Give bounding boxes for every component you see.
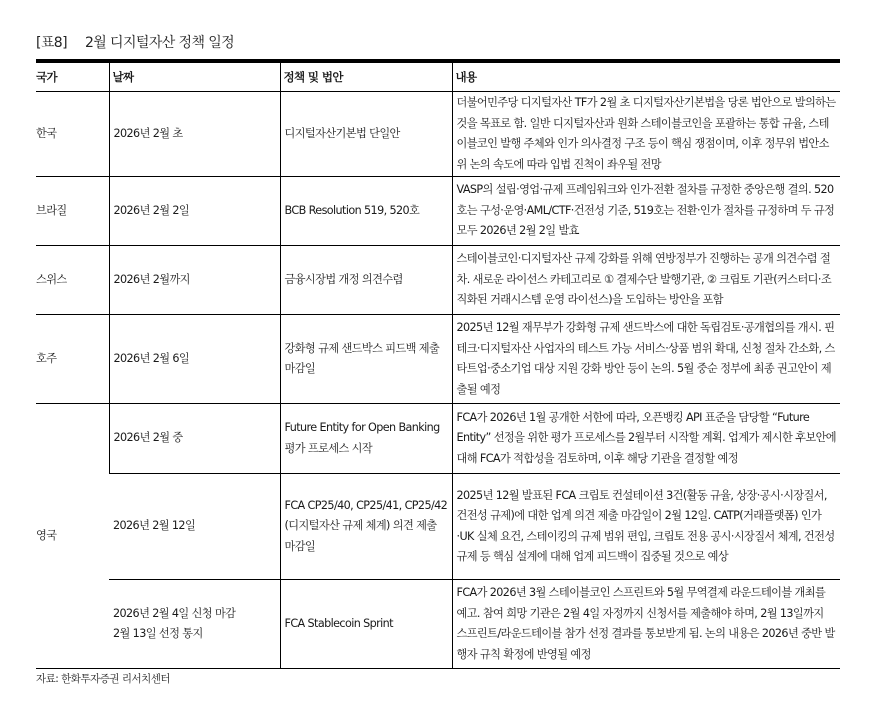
- country-cell: 한국: [36, 92, 109, 177]
- table-number: [표8]: [36, 35, 67, 51]
- date-cell: 2026년 2월 초: [109, 92, 280, 177]
- policy-cell: 디지털자산기본법 단일안: [280, 92, 452, 177]
- date-cell: 2026년 2월 12일: [109, 474, 280, 580]
- content-cell: VASP의 설립·영업·규제 프레임워크와 인가·전환 절차를 규정한 중앙은행 결의. 520호는 구성·운영·AML/CTF·건전성 기준, 519호는 전환·인가 절차를 규정하며 두 규정 모두 2026년 2월 2일 발효: [452, 177, 840, 246]
- date-cell: [109, 580, 280, 669]
- content-cell: 스테이블코인·디지털자산 규제 강화를 위해 연방정부가 진행하는 공개 의견수렴 절차. 새로운 라이선스 카테고리로 ① 결제수단 발행기관, ② 크립토 기관(커스터디·조직화된 거래시스템 운영 라이선스)을 도입하는 방안을 포함: [452, 246, 840, 315]
- policy-cell: FCA Stablecoin Sprint: [280, 580, 452, 669]
- country-cell: 스위스: [36, 246, 109, 315]
- date-line: 2월 13일 선정 통지: [113, 627, 203, 640]
- policy-cell: BCB Resolution 519, 520호: [280, 177, 452, 246]
- table-row: [36, 474, 840, 580]
- header-policy: 정책 및 법안: [280, 61, 452, 92]
- policy-cell: Future Entity for Open Banking 평가 프로세스 시작: [280, 404, 452, 474]
- header-country: 국가: [36, 61, 109, 92]
- content-cell: 더불어민주당 디지털자산 TF가 2월 초 디지털자산기본법을 당론 법안으로 발의하는 것을 목표로 함. 일반 디지털자산과 원화 스테이블코인을 포괄하는 통합 규율, 스테이블코인 발행 주체와 인가 의사결정 구조 등이 핵심 쟁점이며, 이후 정무위 법안소위 논의 속도에 따라 입법 진척이 좌우될 전망: [452, 92, 840, 177]
- source-note: 자료: 한화투자증권 리서치센터: [36, 673, 171, 685]
- policy-cell: 강화형 규제 샌드박스 피드백 제출 마감일: [280, 315, 452, 404]
- country-cell: 호주: [36, 315, 109, 404]
- table-row: [36, 177, 840, 246]
- table-row: [36, 580, 840, 669]
- date-line: 2026년 2월 4일 신청 마감: [113, 606, 236, 620]
- country-cell: 영국: [36, 404, 109, 669]
- content-cell: 2025년 12월 재무부가 강화형 규제 샌드박스에 대한 독립검토·공개협의를 개시. 핀테크·디지털자산 사업자의 테스트 가능 서비스·상품 범위 확대, 신청 절차 간소화, 스타트업·중소기업 대상 지원 강화 방안 등이 논의. 5월 중순 정부에 최종 권고안이 제출될 예정: [452, 315, 840, 404]
- date-cell: 2026년 2월 중: [109, 404, 280, 474]
- header-date: 날짜: [109, 61, 280, 92]
- date-cell: 2026년 2월 6일: [109, 315, 280, 404]
- table-row: [36, 315, 840, 404]
- date-cell: 2026년 2월 2일: [109, 177, 280, 246]
- country-cell: 브라질: [36, 177, 109, 246]
- policy-cell: FCA CP25/40, CP25/41, CP25/42 (디지털자산 규제 체계) 의견 제출 마감일: [280, 474, 452, 580]
- table-title-text: 2월 디지털자산 정책 일정: [84, 35, 235, 51]
- content-cell: FCA가 2026년 3월 스테이블코인 스프린트와 5월 무역결제 라운드테이블 개최를 예고. 참여 희망 기관은 2월 4일 자정까지 신청서를 제출해야 하며, 2월 13일까지 스프린트/라운드테이블 참가 선정 결과를 통보받게 됨. 논의 내용은 2026년 중반 발행자 규칙 확정에 반영될 예정: [452, 580, 840, 669]
- table-row: [36, 92, 840, 177]
- table-title: [36, 32, 234, 52]
- table-row: [36, 246, 840, 315]
- policy-cell: 금융시장법 개정 의견수렴: [280, 246, 452, 315]
- table-row: [36, 404, 840, 474]
- content-cell: 2025년 12월 발표된 FCA 크립토 컨설테이션 3건(활동 규율, 상장·공시·시장질서, 건전성 규제)에 대한 업계 의견 제출 마감일이 2월 12일. CATP(거래플랫폼) 인가·UK 실체 요건, 스테이킹의 규제 범위 편입, 크립토 전용 공시·시장질서 체계, 건전성 규제 등 핵심 설계에 대해 업계 피드백이 집중될 것으로 예상: [452, 474, 840, 580]
- table-header-row: [36, 61, 840, 92]
- header-content: 내용: [452, 61, 840, 92]
- content-cell: FCA가 2026년 1월 공개한 서한에 따라, 오픈뱅킹 API 표준을 담당할 “Future Entity” 선정을 위한 평가 프로세스를 2월부터 시작할 계획. 업계가 제시한 후보안에 대해 FCA가 적합성을 검토하며, 이후 해당 기관을 결정할 예정: [452, 404, 840, 474]
- policy-schedule-table: [36, 59, 840, 669]
- date-cell: 2026년 2월까지: [109, 246, 280, 315]
